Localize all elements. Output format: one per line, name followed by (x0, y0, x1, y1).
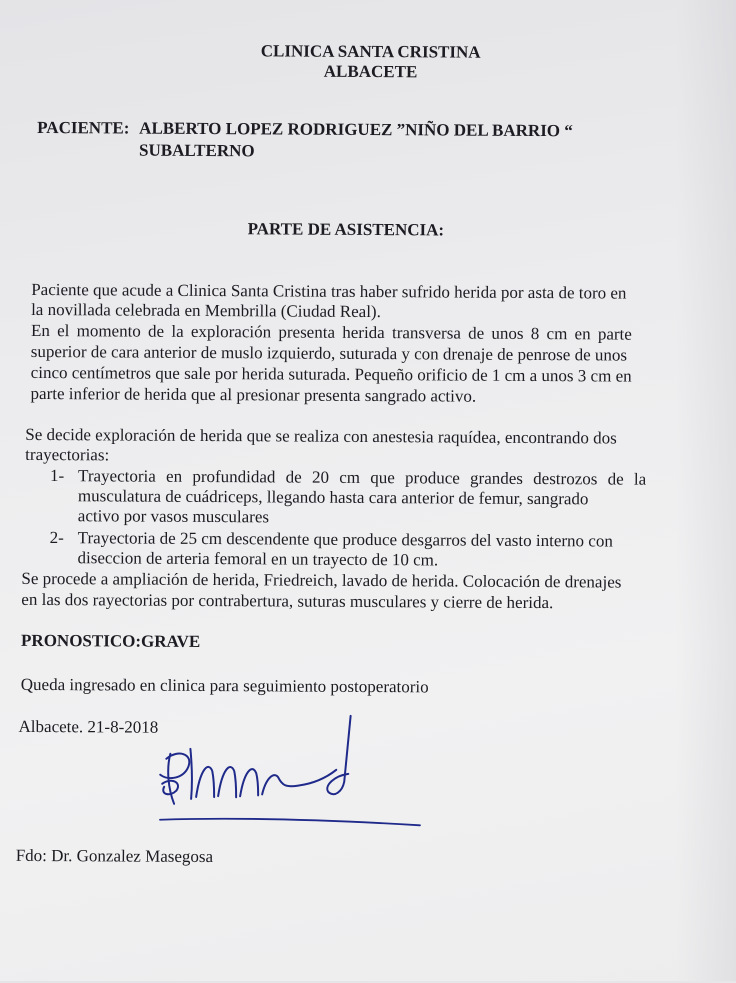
patient-role: SUBALTERNO (139, 140, 255, 161)
paragraph1-line2: la novillada celebrada en Membrilla (Ciudad Real). (31, 299, 381, 322)
list-item-2-line2: diseccion de arteria femoral en un trayecto de 10 cm. (77, 548, 439, 570)
paragraph1-line5: cinco centímetros que sale por herida suturada. Pequeño orificio de 1 cm a unos 3 cm en (30, 362, 632, 386)
list-item-1-line2: musculatura de cuádriceps, llegando hasta cara anterior de femur, sangrado (77, 486, 589, 509)
paragraph2-line1: Se decide exploración de herida que se realiza con anestesia raquídea, encontrando dos (25, 424, 617, 448)
list-item-1-line1: Trayectoria en profundidad de 20 cm que produce grandes destrozos de la (78, 466, 647, 489)
list-item-1-line3: activo por vasos musculares (77, 506, 270, 527)
page-edge-shadow (676, 0, 736, 981)
date-line: Albacete. 21-8-2018 (18, 716, 159, 737)
list-item-2-marker: 2- (49, 528, 64, 548)
signed-by: Fdo: Dr. Gonzalez Masegosa (15, 845, 214, 867)
paragraph3-line1: Se procede a ampliación de herida, Friedreich, lavado de herida. Colocación de drenajes (21, 568, 622, 592)
paragraph1-line6: parte inferior de herida que al presionar presenta sangrado activo. (30, 383, 477, 406)
clinic-city: ALBACETE (323, 61, 418, 82)
list-item-1-marker: 1- (50, 466, 65, 486)
admission-note: Queda ingresado en clinica para seguimiento postoperatorio (20, 674, 429, 697)
paragraph1-line1: Paciente que acude a Clinica Santa Cristina tras haber sufrido herida por asta de toro en (31, 279, 627, 303)
prognosis: PRONOSTICO:GRAVE (21, 630, 201, 651)
list-item-2-line1: Trayectoria de 25 cm descendente que produce desgarros del vasto interno con (77, 528, 613, 551)
paragraph3-line2: en las dos rayectorias por contrabertura, suturas musculares y cierre de herida. (21, 589, 554, 613)
doctor-signature (148, 699, 449, 836)
paragraph2-line2: trayectorias: (25, 444, 110, 465)
paragraph1-line4: superior de cara anterior de muslo izquierdo, suturada y con drenaje de penrose de unos (30, 341, 628, 365)
clinic-name: CLINICA SANTA CRISTINA (260, 41, 481, 62)
patient-name: ALBERTO LOPEZ RODRIGUEZ ”NIÑO DEL BARRIO “ (139, 118, 573, 141)
document-title: PARTE DE ASISTENCIA: (247, 219, 445, 240)
patient-label: PACIENTE: (37, 117, 130, 138)
paragraph1-line3: En el momento de la exploración presenta herida transversa de unos 8 cm en parte (30, 320, 632, 344)
